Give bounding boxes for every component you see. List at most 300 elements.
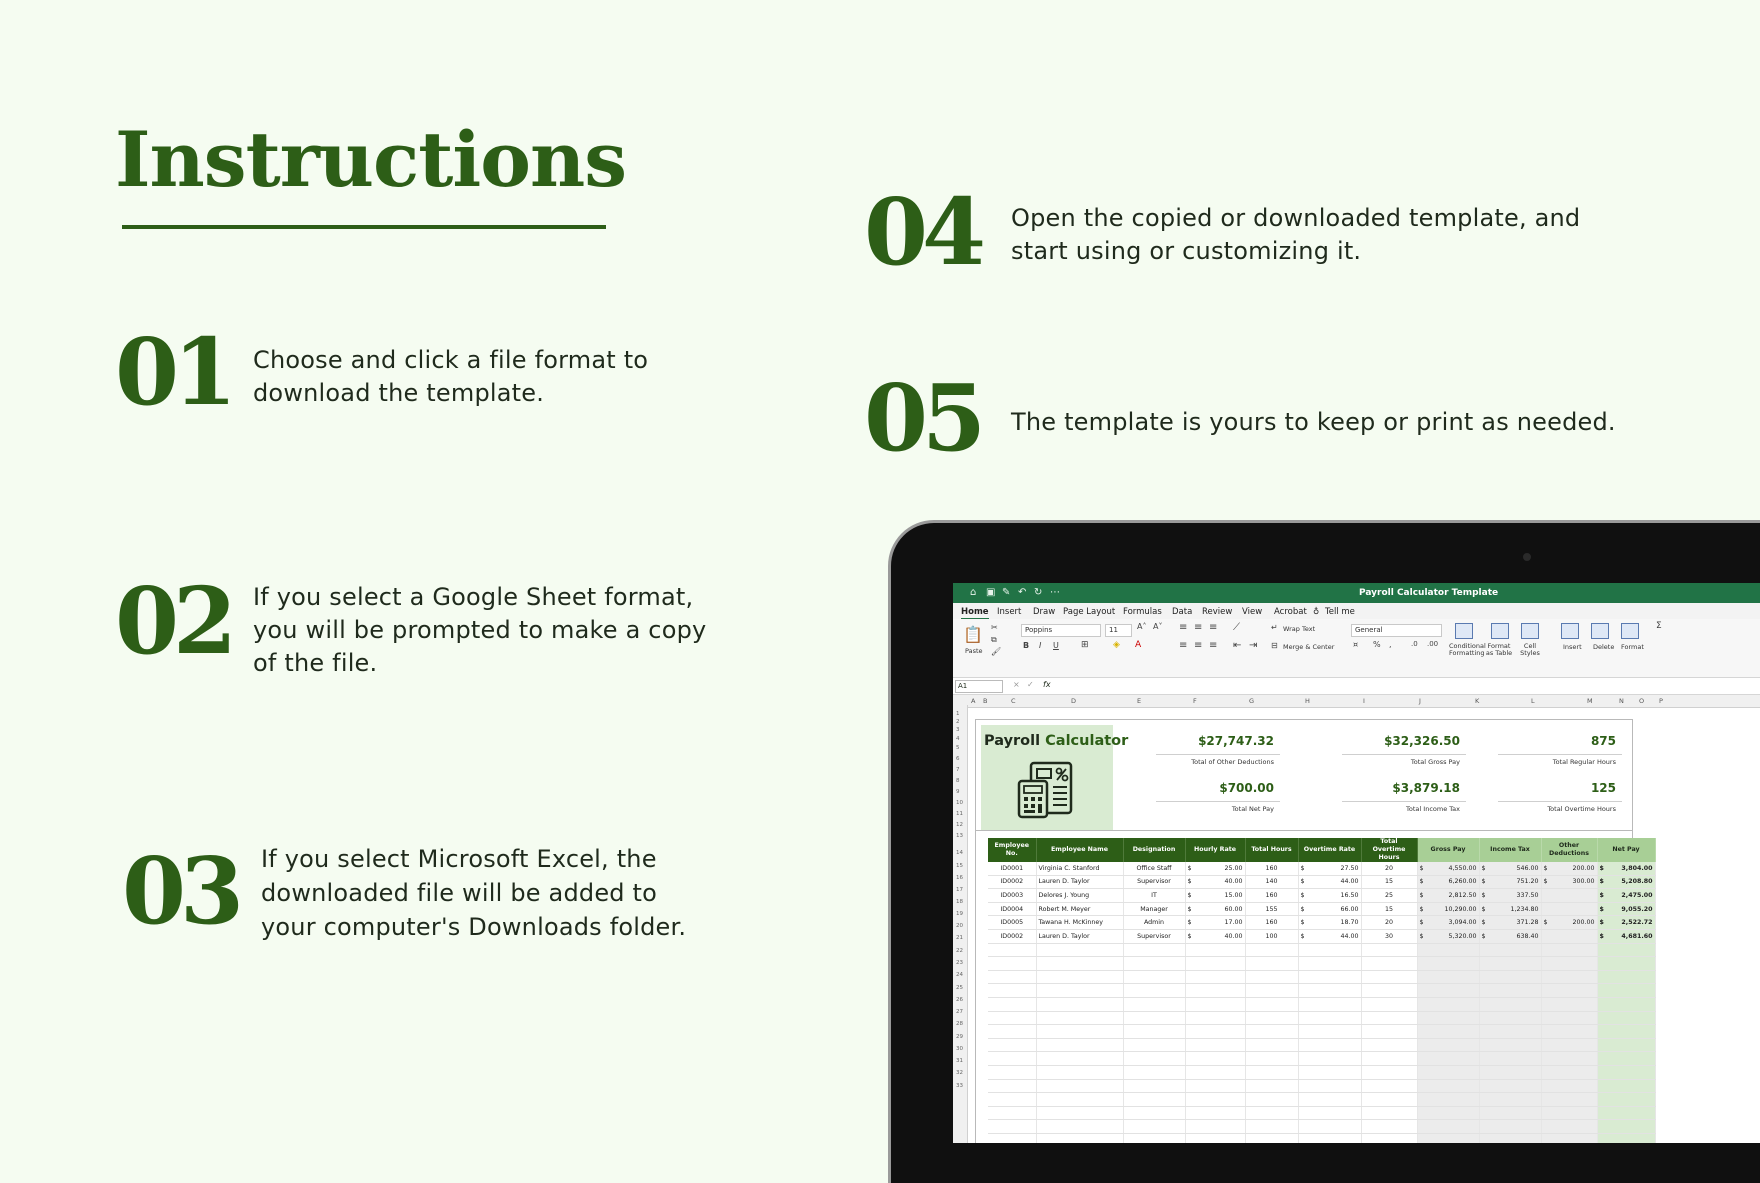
table-cell[interactable] (1123, 984, 1185, 998)
table-cell[interactable] (1541, 984, 1597, 998)
insert-cells-icon[interactable] (1561, 623, 1579, 639)
wrap-text-label[interactable]: Wrap Text (1283, 625, 1316, 633)
table-cell[interactable] (1479, 862, 1541, 875)
align-middle-icon[interactable]: ≡ (1194, 622, 1203, 633)
align-left-icon[interactable]: ≡ (1179, 640, 1188, 651)
align-top-icon[interactable]: ≡ (1179, 622, 1188, 633)
table-cell[interactable] (1245, 997, 1298, 1011)
table-cell[interactable] (1361, 984, 1417, 998)
number-format-select[interactable]: General (1351, 624, 1442, 637)
table-cell[interactable] (1185, 875, 1245, 889)
table-cell[interactable] (1479, 984, 1541, 998)
table-cell[interactable] (1597, 970, 1655, 984)
table-cell[interactable] (1479, 970, 1541, 984)
table-cell[interactable] (1036, 875, 1123, 889)
table-cell[interactable] (1417, 943, 1479, 957)
table-row[interactable] (988, 929, 1655, 943)
row-header[interactable]: 31 (956, 1058, 963, 1064)
table-cell[interactable] (1036, 902, 1123, 916)
table-cell[interactable] (1541, 902, 1597, 916)
row-header[interactable]: 30 (956, 1046, 963, 1052)
table-cell[interactable] (988, 929, 1036, 943)
redo-icon[interactable]: ↻ (1034, 587, 1043, 598)
table-cell[interactable] (1123, 1025, 1185, 1039)
table-cell[interactable] (1597, 1052, 1655, 1066)
table-cell[interactable] (1185, 1079, 1245, 1093)
table-cell[interactable] (988, 1079, 1036, 1093)
table-cell[interactable] (1541, 970, 1597, 984)
align-center-icon[interactable]: ≡ (1194, 640, 1203, 651)
table-cell[interactable] (1036, 957, 1123, 971)
table-cell[interactable] (1361, 1093, 1417, 1107)
table-cell[interactable] (1245, 1093, 1298, 1107)
table-cell[interactable] (1597, 943, 1655, 957)
header-employee-no[interactable]: Employee No. (988, 838, 1036, 862)
table-cell[interactable] (1298, 970, 1361, 984)
table-cell[interactable] (1245, 1106, 1298, 1120)
table-cell[interactable] (1597, 862, 1655, 875)
table-cell[interactable] (1541, 1133, 1597, 1143)
row-header[interactable]: 7 (956, 767, 960, 773)
row-header[interactable]: 26 (956, 997, 963, 1003)
table-row[interactable] (988, 1065, 1655, 1079)
font-size-select[interactable]: 11 (1105, 624, 1132, 637)
table-cell[interactable] (1479, 1011, 1541, 1025)
header-gross-pay[interactable]: Gross Pay (1417, 838, 1479, 862)
table-cell[interactable] (1245, 957, 1298, 971)
table-cell[interactable] (988, 889, 1036, 903)
table-cell[interactable] (1479, 1106, 1541, 1120)
align-bottom-icon[interactable]: ≡ (1209, 622, 1218, 633)
col-header[interactable]: E (1137, 697, 1142, 705)
row-header[interactable]: 3 (956, 727, 960, 733)
table-cell[interactable] (1123, 970, 1185, 984)
fill-color-icon[interactable]: ◈ (1113, 640, 1120, 650)
table-cell[interactable] (1541, 1052, 1597, 1066)
table-cell[interactable] (1036, 1038, 1123, 1052)
table-cell[interactable] (1479, 1038, 1541, 1052)
increase-decimal-icon[interactable]: .0 (1411, 640, 1418, 648)
table-row[interactable] (988, 1093, 1655, 1107)
table-cell[interactable] (1597, 1038, 1655, 1052)
table-cell[interactable] (988, 1052, 1036, 1066)
table-row[interactable] (988, 957, 1655, 971)
header-hourly-rate[interactable]: Hourly Rate (1185, 838, 1245, 862)
header-total-hours[interactable]: Total Hours (1245, 838, 1298, 862)
home-icon[interactable]: ⌂ (970, 587, 977, 598)
table-cell[interactable] (1298, 889, 1361, 903)
table-cell[interactable] (1417, 902, 1479, 916)
table-cell[interactable] (1479, 1065, 1541, 1079)
table-cell[interactable] (1417, 1093, 1479, 1107)
table-cell[interactable] (1361, 957, 1417, 971)
table-cell[interactable] (1036, 916, 1123, 930)
table-cell[interactable] (1417, 1065, 1479, 1079)
table-cell[interactable] (1123, 1011, 1185, 1025)
table-cell[interactable] (1245, 1133, 1298, 1143)
paste-icon[interactable]: 📋 (963, 625, 983, 644)
table-row[interactable] (988, 902, 1655, 916)
table-row[interactable] (988, 889, 1655, 903)
table-cell[interactable] (1036, 1065, 1123, 1079)
col-header[interactable]: C (1011, 697, 1016, 705)
table-cell[interactable] (1185, 984, 1245, 998)
col-header[interactable]: K (1475, 697, 1480, 705)
table-cell[interactable] (1361, 970, 1417, 984)
row-header[interactable]: 18 (956, 899, 963, 905)
table-cell[interactable] (1036, 1011, 1123, 1025)
table-cell[interactable] (1541, 997, 1597, 1011)
table-cell[interactable] (1541, 916, 1597, 930)
table-cell[interactable] (1298, 943, 1361, 957)
table-cell[interactable] (1541, 889, 1597, 903)
table-cell[interactable] (1185, 1025, 1245, 1039)
table-cell[interactable] (1298, 1011, 1361, 1025)
table-cell[interactable] (1541, 943, 1597, 957)
currency-format-icon[interactable]: ¤ (1353, 640, 1359, 649)
table-row[interactable] (988, 1120, 1655, 1134)
table-cell[interactable] (1361, 1133, 1417, 1143)
cell-styles-icon[interactable] (1521, 623, 1539, 639)
table-cell[interactable] (1123, 929, 1185, 943)
table-cell[interactable] (988, 902, 1036, 916)
table-cell[interactable] (1298, 916, 1361, 930)
tab-data[interactable]: Data (1172, 607, 1193, 617)
table-cell[interactable] (1036, 997, 1123, 1011)
row-header[interactable]: 28 (956, 1021, 963, 1027)
confirm-icon[interactable]: ✓ (1027, 680, 1034, 689)
percent-icon[interactable]: % (1373, 640, 1381, 649)
table-cell[interactable] (1185, 957, 1245, 971)
table-cell[interactable] (1298, 957, 1361, 971)
table-cell[interactable] (1123, 1093, 1185, 1107)
table-cell[interactable] (1036, 1106, 1123, 1120)
table-cell[interactable] (1036, 1079, 1123, 1093)
table-row[interactable] (988, 943, 1655, 957)
insert-label[interactable]: Insert (1563, 643, 1582, 651)
table-cell[interactable] (988, 916, 1036, 930)
table-cell[interactable] (1597, 1133, 1655, 1143)
table-row[interactable] (988, 1011, 1655, 1025)
align-right-icon[interactable]: ≡ (1209, 640, 1218, 651)
table-cell[interactable] (988, 875, 1036, 889)
table-cell[interactable] (1123, 1038, 1185, 1052)
format-painter-icon[interactable]: 🖌 (991, 647, 1002, 656)
cell-styles-label[interactable]: Cell Styles (1520, 642, 1540, 657)
table-cell[interactable] (1298, 1079, 1361, 1093)
row-header[interactable]: 12 (956, 822, 963, 828)
autosum-icon[interactable]: Σ (1656, 621, 1662, 631)
table-cell[interactable] (1298, 1038, 1361, 1052)
header-employee-name[interactable]: Employee Name (1036, 838, 1123, 862)
table-cell[interactable] (1417, 862, 1479, 875)
table-cell[interactable] (1036, 1133, 1123, 1143)
table-cell[interactable] (1245, 1120, 1298, 1134)
col-header[interactable]: I (1363, 697, 1365, 705)
table-row[interactable] (988, 970, 1655, 984)
table-cell[interactable] (1185, 1052, 1245, 1066)
table-cell[interactable] (1298, 929, 1361, 943)
table-cell[interactable] (1417, 1106, 1479, 1120)
conditional-formatting-label[interactable]: Conditional Formatting (1449, 642, 1486, 657)
table-cell[interactable] (1479, 943, 1541, 957)
table-cell[interactable] (1123, 916, 1185, 930)
table-cell[interactable] (1185, 1133, 1245, 1143)
merge-icon[interactable]: ⊟ (1271, 641, 1278, 650)
table-cell[interactable] (988, 1093, 1036, 1107)
table-cell[interactable] (1361, 1065, 1417, 1079)
row-header[interactable]: 1 (956, 711, 960, 717)
italic-icon[interactable]: I (1039, 641, 1042, 650)
header-net-pay[interactable]: Net Pay (1597, 838, 1655, 862)
table-cell[interactable] (1479, 1093, 1541, 1107)
table-cell[interactable] (1479, 929, 1541, 943)
col-header[interactable]: O (1639, 697, 1645, 705)
table-row[interactable] (988, 984, 1655, 998)
grow-font-icon[interactable]: A˄ (1137, 622, 1147, 631)
row-header[interactable]: 23 (956, 960, 963, 966)
row-header[interactable]: 4 (956, 736, 960, 742)
edit-icon[interactable]: ✎ (1002, 587, 1011, 598)
table-row[interactable] (988, 1079, 1655, 1093)
table-cell[interactable] (1541, 1120, 1597, 1134)
table-cell[interactable] (1479, 916, 1541, 930)
table-cell[interactable] (1298, 862, 1361, 875)
table-cell[interactable] (1245, 1011, 1298, 1025)
delete-cells-icon[interactable] (1591, 623, 1609, 639)
row-header[interactable]: 14 (956, 850, 963, 856)
table-cell[interactable] (1597, 1011, 1655, 1025)
row-header[interactable]: 29 (956, 1034, 963, 1040)
table-cell[interactable] (1298, 1133, 1361, 1143)
indent-icon[interactable]: ⇤ (1233, 640, 1242, 651)
row-header[interactable]: 8 (956, 778, 960, 784)
table-cell[interactable] (1245, 916, 1298, 930)
table-cell[interactable] (1298, 1052, 1361, 1066)
table-cell[interactable] (1417, 970, 1479, 984)
format-cells-icon[interactable] (1621, 623, 1639, 639)
table-cell[interactable] (1541, 1011, 1597, 1025)
table-cell[interactable] (1185, 916, 1245, 930)
table-cell[interactable] (1036, 1093, 1123, 1107)
table-cell[interactable] (1479, 957, 1541, 971)
table-cell[interactable] (1185, 1106, 1245, 1120)
table-cell[interactable] (1541, 875, 1597, 889)
table-cell[interactable] (1185, 943, 1245, 957)
table-row[interactable] (988, 997, 1655, 1011)
table-row[interactable] (988, 875, 1655, 889)
table-cell[interactable] (1245, 984, 1298, 998)
table-cell[interactable] (1361, 875, 1417, 889)
table-cell[interactable] (1245, 1052, 1298, 1066)
table-cell[interactable] (1479, 1120, 1541, 1134)
table-cell[interactable] (1541, 1038, 1597, 1052)
table-cell[interactable] (1123, 1120, 1185, 1134)
table-cell[interactable] (1036, 1052, 1123, 1066)
font-select[interactable]: Poppins (1021, 624, 1101, 637)
table-cell[interactable] (1036, 889, 1123, 903)
table-cell[interactable] (1123, 943, 1185, 957)
row-header[interactable]: 9 (956, 789, 960, 795)
outdent-icon[interactable]: ⇥ (1249, 640, 1258, 651)
tab-home[interactable]: Home (961, 607, 989, 620)
table-cell[interactable] (1123, 957, 1185, 971)
format-table-label[interactable]: Format as Table (1485, 642, 1513, 657)
row-header[interactable]: 27 (956, 1009, 963, 1015)
table-cell[interactable] (1123, 862, 1185, 875)
row-header[interactable]: 33 (956, 1083, 963, 1089)
row-header[interactable]: 15 (956, 863, 963, 869)
col-header[interactable]: L (1531, 697, 1535, 705)
table-row[interactable] (988, 916, 1655, 930)
row-header[interactable]: 24 (956, 972, 963, 978)
table-cell[interactable] (1185, 1093, 1245, 1107)
more-icon[interactable]: ⋯ (1050, 587, 1060, 598)
row-header[interactable]: 25 (956, 985, 963, 991)
table-cell[interactable] (1597, 902, 1655, 916)
table-cell[interactable] (1185, 997, 1245, 1011)
table-cell[interactable] (1298, 1093, 1361, 1107)
table-cell[interactable] (1541, 1093, 1597, 1107)
table-cell[interactable] (1245, 902, 1298, 916)
table-cell[interactable] (1417, 1038, 1479, 1052)
table-cell[interactable] (1417, 1011, 1479, 1025)
table-cell[interactable] (1036, 862, 1123, 875)
table-cell[interactable] (1597, 1079, 1655, 1093)
undo-icon[interactable]: ↶ (1018, 587, 1027, 598)
borders-icon[interactable]: ⊞ (1081, 640, 1089, 650)
table-cell[interactable] (1123, 1106, 1185, 1120)
table-cell[interactable] (988, 1133, 1036, 1143)
table-cell[interactable] (1417, 929, 1479, 943)
table-cell[interactable] (1361, 889, 1417, 903)
row-header[interactable]: 13 (956, 833, 963, 839)
table-row[interactable] (988, 1133, 1655, 1143)
col-header[interactable]: D (1071, 697, 1077, 705)
row-header[interactable]: 2 (956, 719, 960, 725)
format-table-icon[interactable] (1491, 623, 1509, 639)
table-cell[interactable] (1597, 875, 1655, 889)
cancel-icon[interactable]: × (1013, 680, 1020, 689)
table-row[interactable] (988, 1025, 1655, 1039)
table-cell[interactable] (1036, 943, 1123, 957)
copy-icon[interactable]: ⧉ (991, 635, 997, 644)
table-cell[interactable] (1361, 929, 1417, 943)
table-cell[interactable] (1361, 1038, 1417, 1052)
shrink-font-icon[interactable]: A˅ (1153, 622, 1163, 631)
table-cell[interactable] (1361, 997, 1417, 1011)
table-cell[interactable] (1597, 929, 1655, 943)
header-other-deductions[interactable]: Other Deductions (1541, 838, 1597, 862)
row-header[interactable]: 5 (956, 745, 960, 751)
table-cell[interactable] (1245, 929, 1298, 943)
table-cell[interactable] (1245, 1038, 1298, 1052)
cut-icon[interactable]: ✂ (991, 623, 998, 632)
table-cell[interactable] (1123, 997, 1185, 1011)
table-cell[interactable] (1417, 1079, 1479, 1093)
table-cell[interactable] (988, 984, 1036, 998)
table-cell[interactable] (1298, 984, 1361, 998)
table-cell[interactable] (1417, 889, 1479, 903)
table-cell[interactable] (1361, 1079, 1417, 1093)
table-cell[interactable] (1361, 943, 1417, 957)
orientation-icon[interactable]: ⟋ (1233, 622, 1240, 633)
table-cell[interactable] (988, 1011, 1036, 1025)
tab-draw[interactable]: Draw (1033, 607, 1056, 617)
header-overtime-rate[interactable]: Overtime Rate (1298, 838, 1361, 862)
row-header[interactable]: 17 (956, 887, 963, 893)
table-cell[interactable] (1036, 970, 1123, 984)
table-cell[interactable] (1245, 970, 1298, 984)
table-cell[interactable] (988, 1065, 1036, 1079)
table-cell[interactable] (1479, 997, 1541, 1011)
table-cell[interactable] (1123, 875, 1185, 889)
table-cell[interactable] (1541, 1025, 1597, 1039)
table-cell[interactable] (1245, 1025, 1298, 1039)
delete-label[interactable]: Delete (1593, 643, 1615, 651)
table-cell[interactable] (1541, 1106, 1597, 1120)
table-row[interactable] (988, 1038, 1655, 1052)
col-header[interactable]: N (1619, 697, 1624, 705)
table-row[interactable] (988, 1052, 1655, 1066)
table-cell[interactable] (1541, 957, 1597, 971)
col-header[interactable]: M (1587, 697, 1593, 705)
table-cell[interactable] (1361, 916, 1417, 930)
table-cell[interactable] (1541, 862, 1597, 875)
header-total-overtime-hours[interactable]: Total Overtime Hours (1361, 838, 1417, 862)
table-cell[interactable] (1541, 1065, 1597, 1079)
table-cell[interactable] (1361, 1011, 1417, 1025)
row-header[interactable]: 22 (956, 948, 963, 954)
table-cell[interactable] (988, 1120, 1036, 1134)
table-cell[interactable] (1541, 1079, 1597, 1093)
table-cell[interactable] (1298, 875, 1361, 889)
table-cell[interactable] (1479, 875, 1541, 889)
tab-acrobat[interactable]: Acrobat (1274, 607, 1307, 617)
table-cell[interactable] (1036, 1120, 1123, 1134)
table-cell[interactable] (1298, 1120, 1361, 1134)
table-cell[interactable] (988, 1025, 1036, 1039)
table-cell[interactable] (1185, 862, 1245, 875)
conditional-formatting-icon[interactable] (1455, 623, 1473, 639)
header-income-tax[interactable]: Income Tax (1479, 838, 1541, 862)
table-cell[interactable] (988, 997, 1036, 1011)
table-cell[interactable] (1597, 997, 1655, 1011)
col-header[interactable]: P (1659, 697, 1663, 705)
table-cell[interactable] (1479, 1079, 1541, 1093)
table-cell[interactable] (1245, 875, 1298, 889)
table-cell[interactable] (1417, 957, 1479, 971)
table-cell[interactable] (1185, 889, 1245, 903)
col-header[interactable]: B (983, 697, 988, 705)
table-cell[interactable] (1123, 889, 1185, 903)
table-cell[interactable] (1417, 875, 1479, 889)
table-cell[interactable] (1298, 1065, 1361, 1079)
row-header[interactable]: 16 (956, 875, 963, 881)
table-cell[interactable] (1361, 1052, 1417, 1066)
function-icon[interactable]: fx (1043, 680, 1051, 689)
wrap-text-icon[interactable]: ↵ (1271, 623, 1278, 632)
decrease-decimal-icon[interactable]: .00 (1427, 640, 1439, 648)
tab-page-layout[interactable]: Page Layout (1063, 607, 1116, 617)
format-label[interactable]: Format (1621, 643, 1644, 651)
table-cell[interactable] (1036, 984, 1123, 998)
table-cell[interactable] (1245, 943, 1298, 957)
save-icon[interactable]: ▣ (986, 587, 996, 598)
header-designation[interactable]: Designation (1123, 838, 1185, 862)
table-cell[interactable] (1597, 1120, 1655, 1134)
tab-review[interactable]: Review (1202, 607, 1233, 617)
